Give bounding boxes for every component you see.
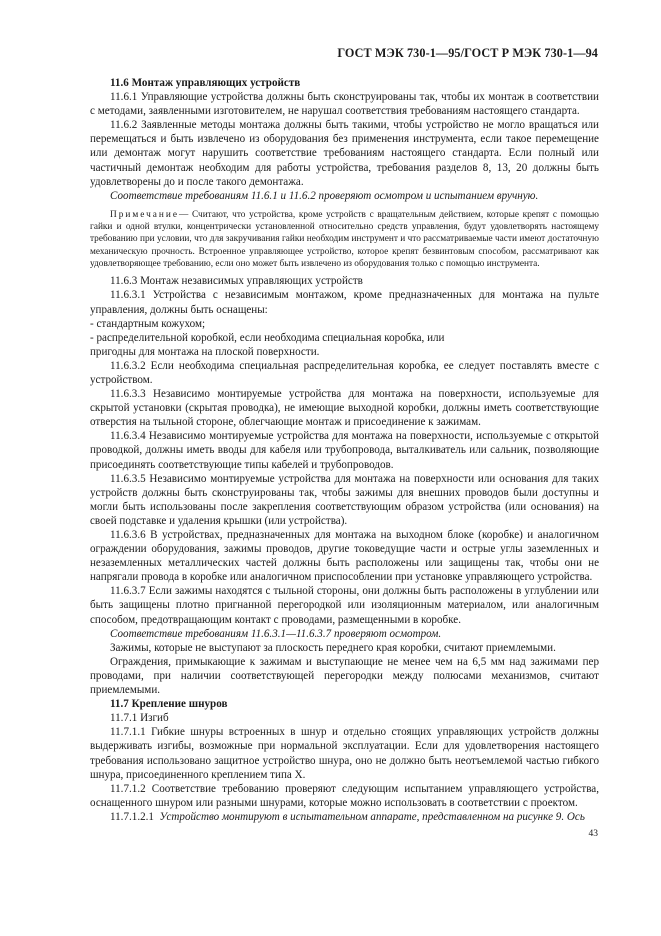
compliance-check-11-6: Соответствие требованиям 11.6.1 и 11.6.2 проверяют осмотром и испытанием вручную. xyxy=(110,189,539,202)
section-heading-11-7: 11.7 Крепление шнуров xyxy=(110,698,228,711)
clause-number: 11.7.1.2.1 xyxy=(110,810,154,823)
compliance-check-11-6-3: Соответствие требованиям 11.6.3.1—11.6.3.7 проверяют осмотром. xyxy=(110,627,442,640)
clause-11-6-3: 11.6.3 Монтаж независимых управляющих устройств xyxy=(110,275,363,288)
list-item: - распределительной коробкой, если необходима специальная коробка, или xyxy=(90,331,445,344)
clause-11-6-3-7: 11.6.3.7 Если зажимы находятся с тыльной стороны, они должны быть расположены в углублении или быть защищены плотно пригнанной перегородкой или изоляционным материалом, или аналогичным способом, предотвращающим контакт с проводами, размещенными в коробке. xyxy=(90,585,599,626)
clause-11-6-3-3: 11.6.3.3 Независимо монтируемые устройства для монтажа на поверхности, используемые для скрытой установки (скрытая проводка), не имеющие выходной коробки, должны иметь соответствующие отверстия на тыльной стороне, облегчающие монтаж и присоединение к зажимам. xyxy=(90,388,599,429)
clause-11-6-3-4: 11.6.3.4 Независимо монтируемые устройства для монтажа на поверхности, используемые с открытой проводкой, должны иметь вводы для кабеля или трубопровода, выталкиватель или сальник, позволяющие присоединять соответствующие типы кабелей и трубопроводов. xyxy=(90,430,599,471)
clause-text: Устройство монтируют в испытательном аппарате, представленном на рисунке 9. Ось xyxy=(159,810,585,823)
guards-paragraph: Ограждения, примыкающие к зажимам и выступающие не менее чем на 6,5 мм над зажимами пер проводами, при наличии соответствующей перегородки между полюсами механизмов, считают приемлемыми. xyxy=(90,655,599,697)
clause-11-7-1-1: 11.7.1.1 Гибкие шнуры встроенных в шнур и отдельно стоящих управляющих устройств должны выдерживать изгибы, возможные при нормальной эксплуатации. Если для удовлетворения настоящего требования использовано защитное устройство шнура, оно не должно быть неотъемлемой частью гибкого шнура, присоединенного креплением типа X. xyxy=(90,726,599,781)
document-body xyxy=(90,76,599,824)
clause-11-6-3-6: 11.6.3.6 В устройствах, предназначенных для монтажа на выходном блоке (коробке) и аналогичном ограждении оборудования, зажимы проводов, другие токоведущие части и острые углы заземленных и незаземленных металлических частей должны быть расположены или защищены так, чтобы они не напрягали провода в коробке или аналогичном приспособлении при установке управляющего устройства. xyxy=(90,529,599,584)
page-header: ГОСТ МЭК 730-1—95/ГОСТ Р МЭК 730-1—94 xyxy=(337,46,598,60)
clause-11-7-1-2-1 xyxy=(90,810,599,824)
clause-11-6-3-2: 11.6.3.2 Если необходима специальная распределительная коробка, ее следует поставлять вместе с устройством. xyxy=(90,359,599,386)
list-item-continuation: пригодны для монтажа на плоской поверхности. xyxy=(90,345,320,358)
page-number: 43 xyxy=(588,829,598,839)
list-item: - стандартным кожухом; xyxy=(90,317,206,330)
clause-11-6-1: 11.6.1 Управляющие устройства должны быть сконструированы так, чтобы их монтаж в соответствии с методами, заявленными изготовителем, не нарушал соответствия требованиям настоящего стандарта. xyxy=(90,91,599,118)
clamps-paragraph: Зажимы, которые не выступают за плоскость переднего края коробки, считают приемлемыми. xyxy=(110,641,556,654)
note-label: Примечание xyxy=(110,209,179,220)
clause-11-7-1-2: 11.7.1.2 Соответствие требованию проверяют следующим испытанием управляющего устройства, оснащенного шнуром или разными шнурами, которые можно использовать в соответствии с проектом. xyxy=(90,782,599,809)
note-text: — Считают, что устройства, кроме устройств с вращательным действием, которые крепят с помощью гайки и одной втулки, концентрически установленной относительно средств управления, будут удовлетворять настоящему требованию при условии, что для закручивания гайки необходим инструмент и что рассматриваемые части имеют достаточную механическую прочность. Встроенное управляющее устройство, которое крепят безвинтовым способом, рассматривают как удовлетворяющее требованию, если оно может быть извлечено из оборудования только с помощью инструмента. xyxy=(90,209,599,270)
section-heading-11-6: 11.6 Монтаж управляющих устройств xyxy=(110,77,301,89)
note xyxy=(90,209,599,270)
clause-11-7-1: 11.7.1 Изгиб xyxy=(110,712,169,725)
clause-11-6-3-5: 11.6.3.5 Независимо монтируемые устройства для монтажа на поверхности или основания для таких устройств должны быть сконструированы так, чтобы зажимы для внешних проводов были доступны и могли быть использованы после закрепления соответствующим образом устройства (или основания) на своей подставке и удаления крышки (или устройства). xyxy=(90,472,599,527)
clause-11-6-2: 11.6.2 Заявленные методы монтажа должны быть такими, чтобы устройство не могло вращаться или перемещаться и быть извлечено из оборудования без применения инструмента, если такое перемещение или демонтаж могут нарушить соответствие требованиям настоящего стандарта. Если полный или частичный демонтаж необходим для работы устройства, требования разделов 8, 13, 20 должны быть удовлетворены до и после такого демонтажа. xyxy=(90,119,599,188)
clause-11-6-3-1: 11.6.3.1 Устройства с независимым монтажом, кроме предназначенных для монтажа на пульте управления, должны быть оснащены: xyxy=(90,289,599,316)
